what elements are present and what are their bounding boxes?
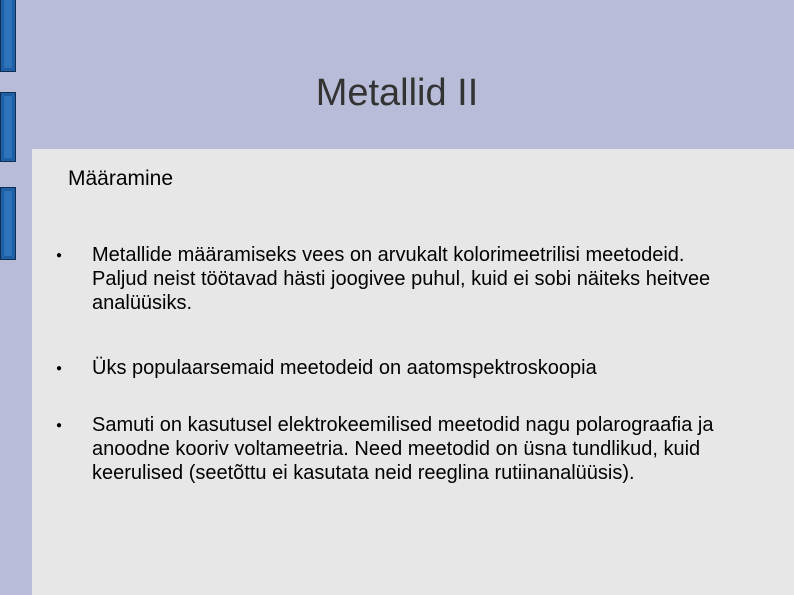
bullet-icon: ● <box>56 363 63 374</box>
bullet-text: Samuti on kasutusel elektrokeemilised meetodid nagu polarograafia ja anoodne kooriv voltameetria. Need meetodid on üsna tundlikud, kuid keerulised (seetõttu ei kasutata neid reeglina rutiinanalüüsis). <box>92 414 714 484</box>
decorative-side-bar-1 <box>0 0 16 72</box>
content-panel <box>32 149 794 595</box>
slide-subtitle: Määramine <box>68 167 174 190</box>
slide-title: Metallid II <box>315 72 479 114</box>
bullet-text: Üks populaarsemaid meetodeid on aatomspektroskoopia <box>92 357 597 379</box>
bullet-text: Metallide määramiseks vees on arvukalt kolorimeetrilisi meetodeid. Paljud neist töötavad hästi joogivee puhul, kuid ei sobi näiteks heitvee analüüsiks. <box>92 244 711 314</box>
bullet-icon: ● <box>56 420 63 431</box>
bullet-icon: ● <box>56 250 63 261</box>
decorative-side-bar-3 <box>0 187 16 260</box>
